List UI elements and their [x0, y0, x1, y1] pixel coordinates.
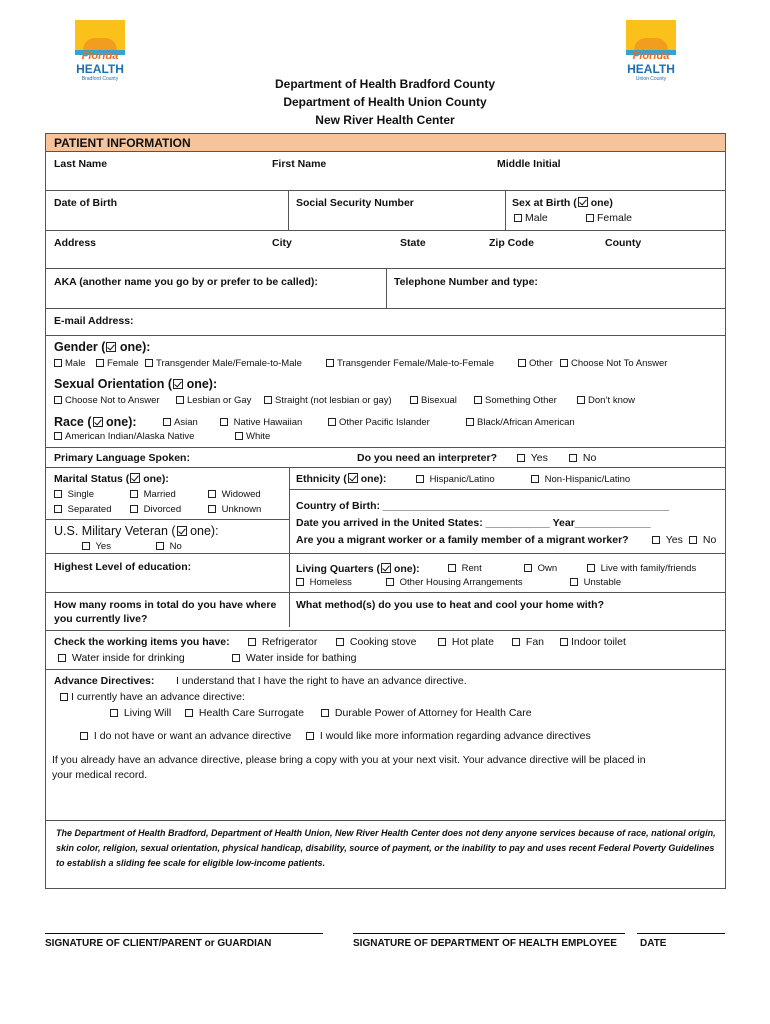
address-label: Address: [54, 237, 97, 249]
race-option-asian[interactable]: Asian: [163, 417, 198, 428]
marital-separated[interactable]: Separated: [54, 504, 111, 515]
checkmark-icon: [130, 473, 140, 483]
checkmark-icon: [106, 342, 116, 352]
logo-county: Union County: [635, 76, 667, 82]
country-label: Country of Birth: _________________________________________________: [296, 500, 670, 512]
advance-more-info[interactable]: I would like more information regarding advance directives: [306, 730, 591, 742]
working-items-label: Check the working items you have:: [54, 636, 230, 648]
race-option-indian[interactable]: American Indian/Alaska Native: [54, 431, 194, 442]
gender-option-not-answer[interactable]: Choose Not To Answer: [560, 358, 667, 369]
gender-label: Gender ( one):: [54, 340, 151, 354]
rooms-label-1: How many rooms in total do you have where: [54, 599, 277, 611]
language-label: Primary Language Spoken:: [54, 452, 190, 464]
county-label: County: [605, 237, 642, 249]
living-quarters-label: Living Quarters ( one):: [296, 563, 420, 575]
race-option-white[interactable]: White: [235, 431, 270, 442]
header-line-1: Department of Health Bradford County: [274, 77, 495, 91]
item-refrigerator[interactable]: Refrigerator: [248, 636, 317, 648]
living-other[interactable]: Other Housing Arrangements: [386, 577, 523, 588]
logo-health: HEALTH: [76, 62, 124, 76]
living-family[interactable]: Live with family/friends: [587, 563, 696, 574]
first-name-label: First Name: [272, 158, 327, 170]
race-option-pacific[interactable]: Other Pacific Islander: [328, 417, 430, 428]
header-line-3: New River Health Center: [315, 113, 455, 127]
employee-signature-label: SIGNATURE OF DEPARTMENT OF HEALTH EMPLOYEE: [353, 938, 617, 949]
marital-widowed[interactable]: Widowed: [208, 489, 261, 500]
advance-statement: I understand that I have the right to have an advance directive.: [176, 675, 467, 687]
state-label: State: [400, 237, 426, 249]
living-own[interactable]: Own: [524, 563, 557, 574]
item-water-bathing[interactable]: Water inside for bathing: [232, 652, 356, 664]
orientation-option-straight[interactable]: Straight (not lesbian or gay): [264, 395, 392, 406]
logo-health: HEALTH: [627, 62, 675, 76]
advance-none[interactable]: I do not have or want an advance directive: [80, 730, 291, 742]
dob-label: Date of Birth: [54, 197, 117, 209]
sex-at-birth-label: Sex at Birth ( one): [512, 197, 613, 209]
advance-current[interactable]: I currently have an advance directive:: [60, 691, 245, 703]
last-name-label: Last Name: [54, 158, 108, 170]
orientation-label: Sexual Orientation ( one):: [54, 377, 218, 391]
race-option-black[interactable]: Black/African American: [466, 417, 575, 428]
race-label: Race ( one):: [54, 415, 137, 429]
city-label: City: [272, 237, 292, 249]
education-label: Highest Level of education:: [54, 561, 192, 573]
advance-note-2: your medical record.: [52, 769, 148, 781]
advance-surrogate[interactable]: Health Care Surrogate: [185, 707, 304, 719]
ethnicity-hispanic[interactable]: Hispanic/Latino: [416, 474, 495, 485]
heat-method-label: What method(s) do you use to heat and cool your home with?: [296, 599, 605, 611]
checkmark-icon: [578, 197, 588, 207]
gender-option-other[interactable]: Other: [518, 358, 553, 369]
checkmark-icon: [173, 379, 183, 389]
advance-poa[interactable]: Durable Power of Attorney for Health Care: [321, 707, 532, 719]
interpreter-label: Do you need an interpreter?: [357, 452, 498, 464]
veteran-no[interactable]: No: [156, 541, 182, 552]
item-water-drinking[interactable]: Water inside for drinking: [58, 652, 185, 664]
orientation-option-other[interactable]: Something Other: [474, 395, 557, 406]
sun-icon: [75, 20, 125, 50]
marital-married[interactable]: Married: [130, 489, 176, 500]
patient-form: [45, 133, 726, 889]
telephone-label: Telephone Number and type:: [394, 276, 538, 288]
logo-brand: Florida: [81, 50, 119, 62]
living-unstable[interactable]: Unstable: [570, 577, 621, 588]
checkmark-icon: [381, 563, 391, 573]
sex-male-option[interactable]: Male: [514, 212, 548, 224]
migrant-yes[interactable]: Yes: [652, 534, 683, 546]
race-option-hawaiian[interactable]: Native Hawaiian: [220, 417, 302, 428]
veteran-yes[interactable]: Yes: [82, 541, 111, 552]
sex-female-option[interactable]: Female: [586, 212, 632, 224]
veteran-label: U.S. Military Veteran ( one):: [54, 524, 219, 538]
arrival-date-label: Date you arrived in the United States: ___________ Year_____________: [296, 517, 651, 529]
living-rent[interactable]: Rent: [448, 563, 482, 574]
checkmark-icon: [348, 473, 358, 483]
ethnicity-non-hispanic[interactable]: Non-Hispanic/Latino: [531, 474, 630, 485]
item-stove[interactable]: Cooking stove: [336, 636, 416, 648]
logo-county: Bradford County: [81, 76, 119, 82]
item-toilet[interactable]: Indoor toilet: [560, 636, 626, 648]
gender-option-trans-male[interactable]: Transgender Male/Female-to-Male: [145, 358, 302, 369]
non-discrimination-notice: The Department of Health Bradford, Department of Health Union, New River Health Center does not deny anyone services because of race, national origin, skin color, religion, sexual orientation, physical handicap, disability, source of payment, or the inability to pay and uses recent Federal Poverty Guidelines to establish a sliding fee scale for eligible low-income patients.: [56, 828, 716, 868]
logo-brand: Florida: [632, 50, 670, 62]
advance-directives-label: Advance Directives:: [54, 675, 155, 687]
rooms-label-2: you currently live?: [54, 613, 148, 625]
orientation-option-not-answer[interactable]: Choose Not to Answer: [54, 395, 160, 406]
interpreter-no[interactable]: No: [569, 452, 596, 464]
email-label: E-mail Address:: [54, 315, 134, 327]
checkmark-icon: [177, 526, 187, 536]
advance-living-will[interactable]: Living Will: [110, 707, 171, 719]
marital-unknown[interactable]: Unknown: [208, 504, 261, 515]
marital-label: Marital Status ( one):: [54, 473, 169, 485]
middle-initial-label: Middle Initial: [497, 158, 561, 170]
date-label: DATE: [640, 938, 667, 949]
sun-icon: [626, 20, 676, 50]
header-line-2: Department of Health Union County: [283, 95, 487, 109]
aka-label: AKA (another name you go by or prefer to be called):: [54, 276, 318, 288]
orientation-option-gay[interactable]: Lesbian or Gay: [176, 395, 251, 406]
marital-single[interactable]: Single: [54, 489, 94, 500]
ethnicity-label: Ethnicity ( one):: [296, 473, 387, 485]
orientation-option-bisexual[interactable]: Bisexual: [410, 395, 457, 406]
gender-option-male[interactable]: Male: [54, 358, 86, 369]
checkmark-icon: [93, 417, 103, 427]
item-fan[interactable]: Fan: [512, 636, 544, 648]
living-homeless[interactable]: Homeless: [296, 577, 352, 588]
advance-note-1: If you already have an advance directive, please bring a copy with you at your next visit. Your advance directive will be placed in: [52, 754, 646, 766]
item-hotplate[interactable]: Hot plate: [438, 636, 494, 648]
migrant-label: Are you a migrant worker or a family member of a migrant worker?: [296, 534, 629, 546]
marital-divorced[interactable]: Divorced: [130, 504, 181, 515]
orientation-option-dont-know[interactable]: Don’t know: [577, 395, 635, 406]
gender-option-female[interactable]: Female: [96, 358, 139, 369]
zip-label: Zip Code: [489, 237, 534, 249]
gender-option-trans-female[interactable]: Transgender Female/Male-to-Female: [326, 358, 494, 369]
client-signature-label: SIGNATURE OF CLIENT/PARENT or GUARDIAN: [45, 938, 272, 949]
interpreter-yes[interactable]: Yes: [517, 452, 548, 464]
section-title: PATIENT INFORMATION: [46, 134, 725, 152]
ssn-label: Social Security Number: [296, 197, 414, 209]
migrant-no[interactable]: No: [689, 534, 716, 546]
